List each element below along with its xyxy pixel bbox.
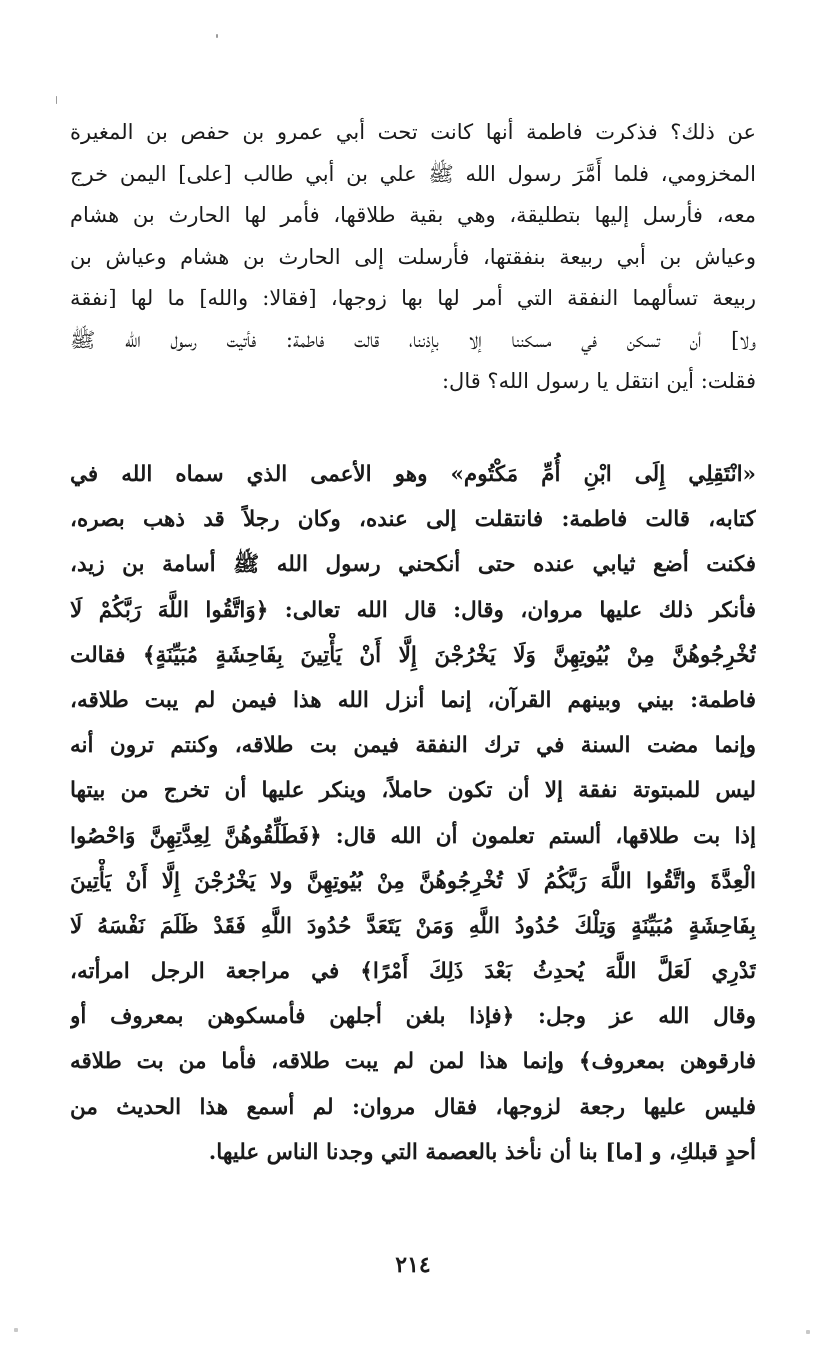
- text-line: ربيعة تسألهما النفقة التي أمر لها بها زوجها، [فقالا: والله] ما لها [نفقة: [70, 286, 756, 310]
- text-line: بِفَاحِشَةٍ مُبَيِّنَةٍ وَتِلْكَ حُدُودُ اللَّهِ وَمَنْ يَتَعَدَّ حُدُودَ اللَّهِ فَقَدْ ظَلَمَ نَفْسَهُ لَا: [70, 913, 756, 939]
- text-line: فقلت: أين انتقل يا رسول الله؟ قال:: [441, 369, 756, 393]
- intro-paragraph: [70, 112, 756, 403]
- text-line: فليس عليها رجعة لزوجها، فقال مروان: لم أسمع هذا الحديث من: [70, 1094, 756, 1120]
- scan-speck: [806, 1330, 810, 1334]
- text-line: «انْتَقِلِي إِلَى ابْنِ أُمِّ مَكْتُوم» وهو الأعمى الذي سماه الله في: [70, 462, 756, 487]
- text-line: ليس للمبتوتة نفقة إلا أن تكون حاملاً، وينكر عليها أن تخرج من بيتها: [70, 778, 756, 804]
- text-line: فارقوهن بمعروف﴾ وإنما هذا لمن لم يبت طلاقه، فأما من بت طلاقه: [70, 1049, 756, 1075]
- hadith-main-text: [70, 452, 756, 1175]
- text-line: معه، فأرسل إليها بتطليقة، وهي بقية طلاقها، فأمر لها الحارث بن هشام: [70, 203, 756, 227]
- text-line: وعياش بن أبي ربيعة بنفقتها، فأرسلت إلى الحارث بن هشام وعياش بن: [70, 244, 756, 269]
- scan-speck: [14, 1328, 18, 1332]
- scan-speck: [216, 34, 218, 38]
- text-line: فأنكر ذلك عليها مروان، وقال: قال الله تعالى: ﴿وَاتَّقُوا اللَّهَ رَبَّكُمْ لَا: [70, 597, 756, 623]
- text-line: فاطمة: بيني وبينهم القرآن، إنما أنزل الله هذا فيمن لم يبت طلاقه،: [70, 687, 756, 713]
- text-line: الْعِدَّةَ واتَّقُوا اللَّهَ رَبَّكُمُ لَا تُخْرِجُوهُنَّ مِنْ بُيُوتِهِنَّ ولا يَخْرُجْنَ إِلَّا أَنْ يَأْتِينَ: [70, 868, 756, 894]
- text-line: ولا] أن تسكن في مسكننا إلا بإذننا، قالت فاطمة: فأتيت رسول الله ﷺ: [70, 327, 756, 352]
- text-line: تَدْرِي لَعَلَّ اللَّهَ يُحدِثُ بَعْدَ ذَلِكَ أَمْرًا﴾ في مراجعة الرجل امرأته،: [70, 959, 756, 985]
- text-line: إذا بت طلاقها، ألستم تعلمون أن الله قال: ﴿فَطَلِّقُوهُنَّ لِعِدَّتِهِنَّ وَاحْصُوا: [70, 823, 756, 849]
- text-line: وإنما مضت السنة في ترك النفقة فيمن بت طلاقه، وكنتم ترون أنه: [70, 733, 756, 759]
- scan-speck: [56, 96, 57, 104]
- page-number: ٢١٤: [395, 1252, 431, 1278]
- text-line: وقال الله عز وجل: ﴿فإذا بلغن أجلهن فأمسكوهن بمعروف أو: [70, 1004, 756, 1030]
- text-line: المخزومي، فلما أَمَّرَ رسول الله ﷺ علي بن أبي طالب [على] اليمن خرج: [70, 161, 756, 186]
- text-line: تُخْرِجُوهُنَّ مِنْ بُيُوتِهِنَّ وَلَا يَخْرُجْنَ إِلَّا أَنْ يَأْتِينَ بِفَاحِشَةٍ مُبَيِّنَةٍ﴾ فقالت: [70, 642, 756, 668]
- text-line: فكنت أضع ثيابي عنده حتى أنكحني رسول الله ﷺ أسامة بن زيد،: [70, 552, 756, 578]
- text-line: عن ذلك؟ فذكرت فاطمة أنها كانت تحت أبي عمرو بن حفص بن المغيرة: [70, 120, 756, 144]
- text-line: كتابه، قالت فاطمة: فانتقلت إلى عنده، وكان رجلاً قد ذهب بصره،: [70, 507, 756, 533]
- text-line: أحدٍ قبلكِ، و [ما] بنا أن نأخذ بالعصمة التي وجدنا الناس عليها.: [208, 1139, 756, 1165]
